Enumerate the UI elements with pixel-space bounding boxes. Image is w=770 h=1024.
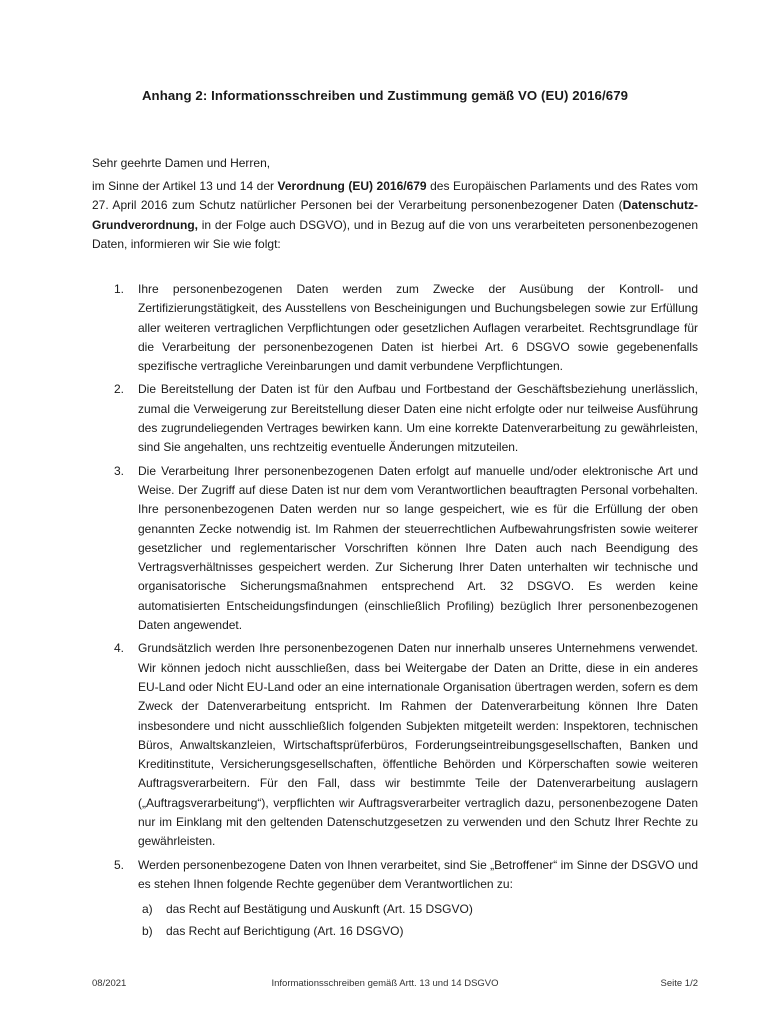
list-item-number: 3. xyxy=(114,463,125,478)
document-title: Anhang 2: Informationsschreiben und Zustimmung gemäß VO (EU) 2016/679 xyxy=(141,88,629,103)
rights-sublist xyxy=(138,900,698,941)
salutation: Sehr geehrte Damen und Herren, xyxy=(92,156,271,170)
numbered-list xyxy=(92,280,698,945)
list-item xyxy=(92,856,698,941)
list-item-text: Die Verarbeitung Ihrer personenbezogenen Daten erfolgt auf manuelle und/oder elektronische Art und Weise. Der Zugriff auf diese Daten ist nur dem vom Verantwortlichen beauftragten Personal vorbehalten. Ihre personenbezogenen Daten werden nur so lange gespeichert, wie es für die Erfüllung der oben genannten Zecke notwendig ist. Im Rahmen der steuerrechtlichen Aufbewahrungsfristen sowie weiterer gesetzlicher und reglementarischer Vorschriften können Ihre Daten auch nach Beendigung des Vertragsverhältnisses gespeichert werden. Zur Sicherung Ihrer Daten unterhalten wir technische und organisatorische Sicherungsmaßnahmen entsprechend Art. 32 DSGVO. Es werden keine automatisierten Entscheidungsfindungen (einschließlich Profiling) bezüglich Ihrer personenbezogenen Daten angewendet. xyxy=(138,463,698,633)
list-item xyxy=(92,280,698,376)
intro-text-1: im Sinne der Artikel 13 und 14 der xyxy=(92,179,278,193)
sublist-item-text: das Recht auf Bestätigung und Auskunft (Art. 15 DSGVO) xyxy=(166,902,473,917)
list-item-text: Die Bereitstellung der Daten ist für den Aufbau und Fortbestand der Geschäftsbeziehung unerlässlich, zumal die Verweigerung zur Bereitstellung dieser Daten eine nicht erfolgte oder nur teilweise Ausführung des zugrundeliegenden Vertrages bewirken kann. Um eine korrekte Datenverarbeitung zu gewährleisten, sind Sie angehalten, uns rechtzeitig eventuelle Änderungen mitzuteilen. xyxy=(138,382,698,455)
list-item xyxy=(92,639,698,851)
intro-paragraph xyxy=(92,177,698,254)
list-item-number: 2. xyxy=(114,382,125,397)
list-item xyxy=(92,380,698,457)
sublist-item xyxy=(138,900,698,919)
intro-bold-gdpr: Datenschutz-Grundverordnung, xyxy=(92,198,698,232)
sublist-item-mark: a) xyxy=(142,902,153,917)
footer-page-number: Seite 1/2 xyxy=(660,978,698,989)
list-item-number: 5. xyxy=(114,857,125,872)
sublist-item xyxy=(138,922,698,941)
list-item-text: Grundsätzlich werden Ihre personenbezogenen Daten nur innerhalb unseres Unternehmens verwendet. Wir können jedoch nicht ausschließen, dass bei Weitergabe der Daten an Dritte, diese in ein anderes EU-Land oder Nicht EU-Land oder an eine internationale Organisation übertragen werden, sofern es dem Zweck der Datenverarbeitung entspricht. Im Rahmen der Datenverarbeitung können Ihre Daten insbesondere und nicht ausschließlich folgenden Subjekten mitgeteilt werden: Inspektoren, technischen Büros, Anwaltskanzleien, Wirtschaftsprüferbüros, Forderungseintreibungsgesellschaften, Banken und Kreditinstitute, Versicherungsgesellschaften, öffentliche Behörden und Körperschaften sowie weiteren Auftragsverarbeitern. Für den Fall, dass wir bestimmte Teile der Datenverarbeitung auslagern („Auftragsverarbeitung“), verpflichten wir Auftragsverarbeiter vertraglich dazu, personenbezogene Daten nur im Einklang mit den geltenden Datenschutzgesetzen zu verwenden und den Schutz Ihrer Rechte zu gewährleisten. xyxy=(138,641,698,849)
intro-text-2: des Europäischen Parlaments und des Rates vom 27. April 2016 zum Schutz natürlicher Personen bei der Verarbeitung personenbezogener Daten ( xyxy=(92,179,698,213)
footer-date: 08/2021 xyxy=(92,978,127,989)
list-item-text: Werden personenbezogene Daten von Ihnen verarbeitet, sind Sie „Betroffener“ im Sinne der DSGVO und es stehen Ihnen folgende Rechte gegenüber dem Verantwortlichen zu: xyxy=(138,857,698,891)
intro-bold-regulation: Verordnung (EU) 2016/679 xyxy=(277,179,427,193)
intro-text-3: in der Folge auch DSGVO), und in Bezug auf die von uns verarbeiteten personenbezogenen Daten, informieren wir Sie wie folgt: xyxy=(92,217,698,251)
sublist-item-text: das Recht auf Berichtigung (Art. 16 DSGVO) xyxy=(166,923,404,938)
list-item-number: 4. xyxy=(114,641,125,656)
footer-title: Informationsschreiben gemäß Artt. 13 und 14 DSGVO xyxy=(271,978,499,989)
list-item-text: Ihre personenbezogenen Daten werden zum Zwecke der Ausübung der Kontroll- und Zertifizierungstätigkeit, des Ausstellens von Bescheinigungen und Buchungsbelegen sowie zur Erfüllung aller weiteren vertraglichen Verpflichtungen oder gesetzlichen Auflagen verarbeitet. Rechtsgrundlage für die Verarbeitung der personenbezogenen Daten ist hierbei Art. 6 DSGVO sowie gegebenenfalls spezifische vertragliche Vereinbarungen und damit verbundene Verpflichtungen. xyxy=(138,282,698,374)
sublist-item-mark: b) xyxy=(142,923,153,938)
list-item-number: 1. xyxy=(114,282,125,296)
list-item xyxy=(92,462,698,636)
